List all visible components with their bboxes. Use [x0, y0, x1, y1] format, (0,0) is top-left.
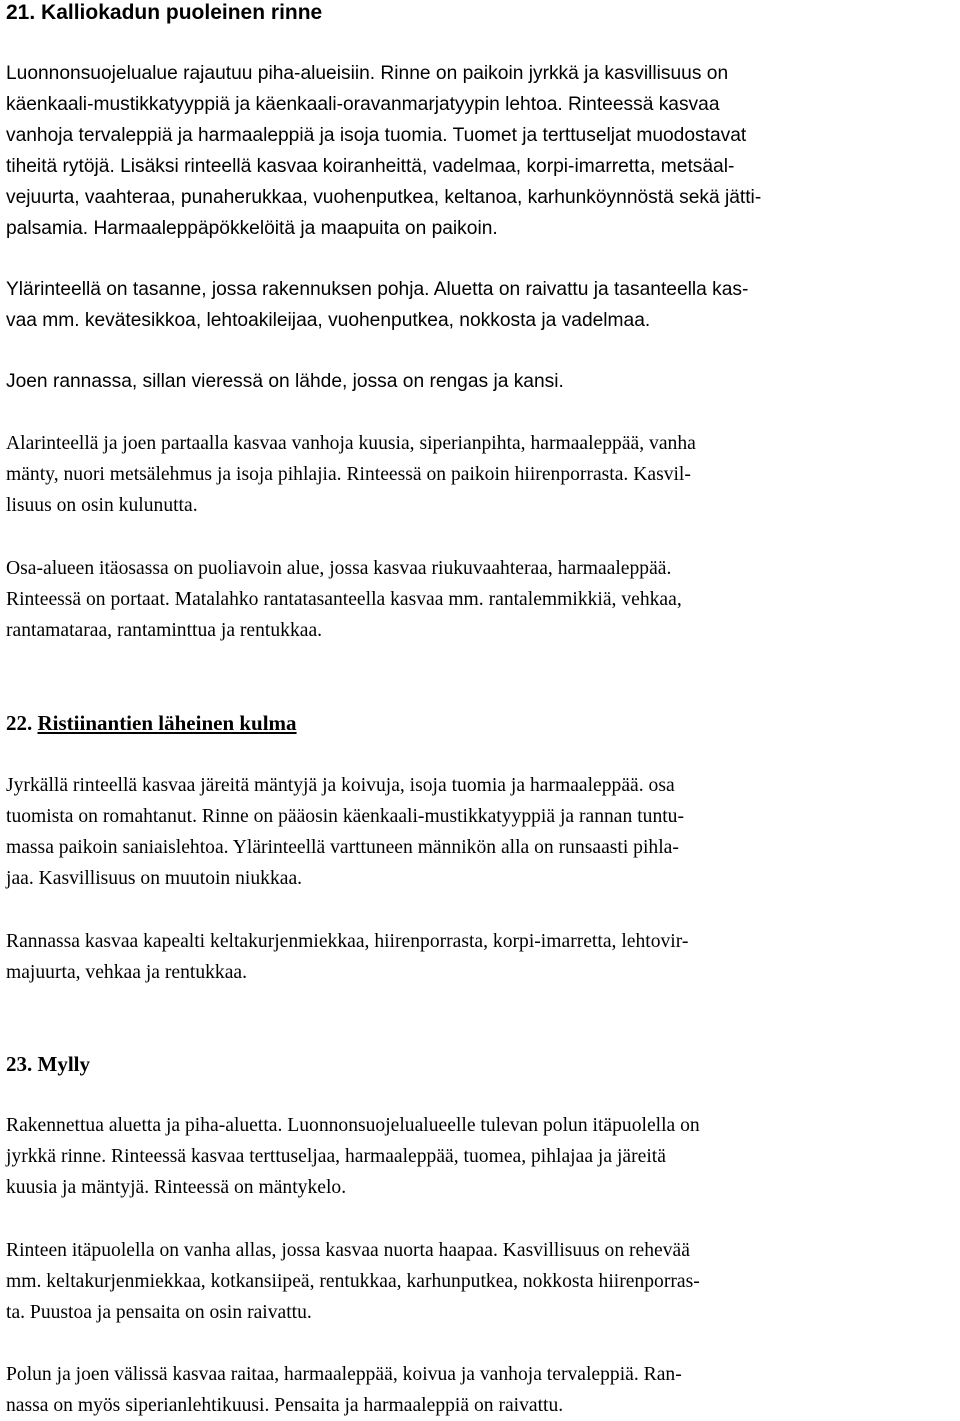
paragraph [6, 926, 688, 988]
paragraph [6, 1235, 700, 1328]
text-line: Osa-alueen itäosassa on puoliavoin alue, jossa kasvaa riukuvaahteraa, harmaaleppää. [6, 558, 672, 579]
text-line: Rinteessä on portaat. Matalahko rantatasanteella kasvaa mm. rantalemmikkiä, vehkaa, [6, 589, 682, 610]
text-line: jaa. Kasvillisuus on muutoin niukkaa. [6, 868, 303, 889]
text-line: mänty, nuori metsälehmus ja isoja pihlajia. Rinteessä on paikoin hiirenporrasta. Kasvil- [6, 464, 691, 485]
paragraph [6, 366, 564, 397]
section-number: 22. [6, 711, 33, 735]
text-line: Polun ja joen välissä kasvaa raitaa, harmaaleppää, koivua ja vanhoja tervaleppiä. Ran- [6, 1364, 682, 1385]
section-heading-21 [6, 0, 322, 26]
text-line: Ylärinteellä on tasanne, jossa rakennuksen pohja. Aluetta on raivattu ja tasanteella kas- [6, 279, 749, 300]
text-line: Luonnonsuojelualue rajautuu piha-alueisiin. Rinne on paikoin jyrkkä ja kasvillisuus on [6, 63, 729, 84]
text-line: massa paikoin saniaislehtoa. Ylärinteellä varttuneen männikön alla on runsaasti pihla- [6, 837, 679, 858]
text-line: nassa on myös siperianlehtikuusi. Pensaita ja harmaaleppiä on raivattu. [6, 1395, 564, 1416]
text-line: kuusia ja mäntyjä. Rinteessä on mäntykelo. [6, 1177, 347, 1198]
text-line: tuomista on romahtanut. Rinne on pääosin käenkaali-mustikkatyyppiä ja rannan tuntu- [6, 806, 685, 827]
paragraph [6, 428, 696, 521]
text-line: jyrkkä rinne. Rinteessä kasvaa terttuseljaa, harmaaleppää, tuomea, pihlajaa ja järeitä [6, 1146, 666, 1167]
section-number: 23. [6, 1052, 33, 1076]
paragraph [6, 58, 761, 244]
text-line: ta. Puustoa ja pensaita on osin raivattu. [6, 1302, 312, 1323]
text-line: vaa mm. kevätesikkoa, lehtoakileijaa, vuohenputkea, nokkosta ja vadelmaa. [6, 310, 651, 331]
text-line: vanhoja tervaleppiä ja harmaaleppiä ja isoja tuomia. Tuomet ja terttuseljat muodostavat [6, 125, 747, 146]
text-line: tiheitä rytöjä. Lisäksi rinteellä kasvaa koiranheittä, vadelmaa, korpi-imarretta, metsäal- [6, 156, 735, 177]
section-title: Kalliokadun puoleinen rinne [41, 1, 323, 24]
text-line: palsamia. Harmaaleppäpökkelöitä ja maapuita on paikoin. [6, 218, 498, 239]
text-line: Alarinteellä ja joen partaalla kasvaa vanhoja kuusia, siperianpihta, harmaaleppää, vanha [6, 433, 696, 454]
text-line: rantamataraa, rantaminttua ja rentukkaa. [6, 620, 323, 641]
section-heading-22 [6, 710, 297, 736]
text-line: käenkaali-mustikkatyyppiä ja käenkaali-oravanmarjatyypin lehtoa. Rinteessä kasvaa [6, 94, 720, 115]
text-line: lisuus on osin kulunutta. [6, 495, 198, 516]
paragraph [6, 1110, 700, 1203]
text-line: Rakennettua aluetta ja piha-aluetta. Luonnonsuojelualueelle tulevan polun itäpuolella on [6, 1115, 700, 1136]
text-line: mm. keltakurjenmiekkaa, kotkansiipeä, rentukkaa, karhunputkea, nokkosta hiirenporras- [6, 1271, 700, 1292]
paragraph [6, 1359, 682, 1421]
section-title: Ristiinantien läheinen kulma [37, 711, 297, 735]
text-line: majuurta, vehkaa ja rentukkaa. [6, 962, 247, 983]
paragraph [6, 274, 748, 336]
paragraph [6, 770, 684, 894]
text-line: vejuurta, vaahteraa, punaherukkaa, vuohenputkea, keltanoa, karhunköynnöstä sekä jätti- [6, 187, 762, 208]
text-line: Jyrkällä rinteellä kasvaa järeitä mäntyjä ja koivuja, isoja tuomia ja harmaaleppää. osa [6, 775, 675, 796]
text-line: Joen rannassa, sillan vieressä on lähde, jossa on rengas ja kansi. [6, 371, 564, 392]
section-heading-23 [6, 1051, 90, 1077]
section-number: 21. [6, 1, 36, 24]
text-line: Rannassa kasvaa kapealti keltakurjenmiekkaa, hiirenporrasta, korpi-imarretta, lehtovir- [6, 931, 689, 952]
text-line: Rinteen itäpuolella on vanha allas, jossa kasvaa nuorta haapaa. Kasvillisuus on rehevää [6, 1240, 690, 1261]
section-title: Mylly [37, 1052, 90, 1076]
paragraph [6, 553, 682, 646]
